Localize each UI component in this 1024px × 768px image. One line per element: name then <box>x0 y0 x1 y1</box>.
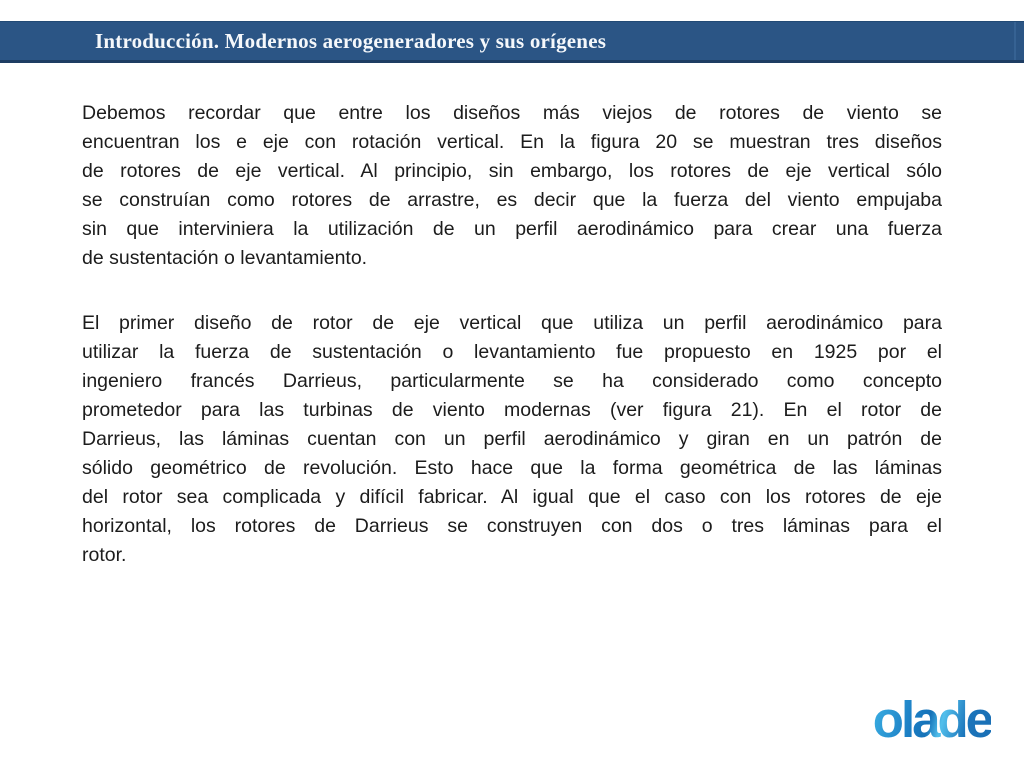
olade-logo: olade <box>872 691 991 748</box>
text-line: se construían como rotores de arrastre, es decir que la fuerza del viento empujaba <box>82 189 942 211</box>
body-text <box>82 99 942 606</box>
slide-title: Introducción. Modernos aerogeneradores y sus orígenes <box>95 28 607 53</box>
text-line: El primer diseño de rotor de eje vertical que utiliza un perfil aerodinámico para <box>82 312 942 334</box>
text-line: ingeniero francés Darrieus, particularmente se ha considerado como concepto <box>82 370 942 392</box>
text-line: sólido geométrico de revolución. Esto hace que la forma geométrica de las láminas <box>82 457 942 479</box>
text-line: sin que interviniera la utilización de un perfil aerodinámico para crear una fuerza <box>82 218 942 240</box>
text-line: de sustentación o levantamiento. <box>82 247 368 269</box>
text-line: utilizar la fuerza de sustentación o levantamiento fue propuesto en 1925 por el <box>82 341 942 363</box>
paragraph-2 <box>82 309 942 570</box>
text-line: Darrieus, las láminas cuentan con un perfil aerodinámico y giran en un patrón de <box>82 428 942 450</box>
text-line: horizontal, los rotores de Darrieus se construyen con dos o tres láminas para el <box>82 515 942 537</box>
text-line: del rotor sea complicada y difícil fabricar. Al igual que el caso con los rotores de eje <box>82 486 942 508</box>
text-line: rotor. <box>82 544 127 566</box>
text-line: Debemos recordar que entre los diseños más viejos de rotores de viento se <box>82 102 942 124</box>
text-line: de rotores de eje vertical. Al principio, sin embargo, los rotores de eje vertical sólo <box>82 160 942 182</box>
text-line: encuentran los e eje con rotación vertical. En la figura 20 se muestran tres diseños <box>82 131 942 153</box>
title-bar <box>0 21 1024 63</box>
paragraph-1 <box>82 99 942 273</box>
text-line: prometedor para las turbinas de viento modernas (ver figura 21). En el rotor de <box>82 399 942 421</box>
